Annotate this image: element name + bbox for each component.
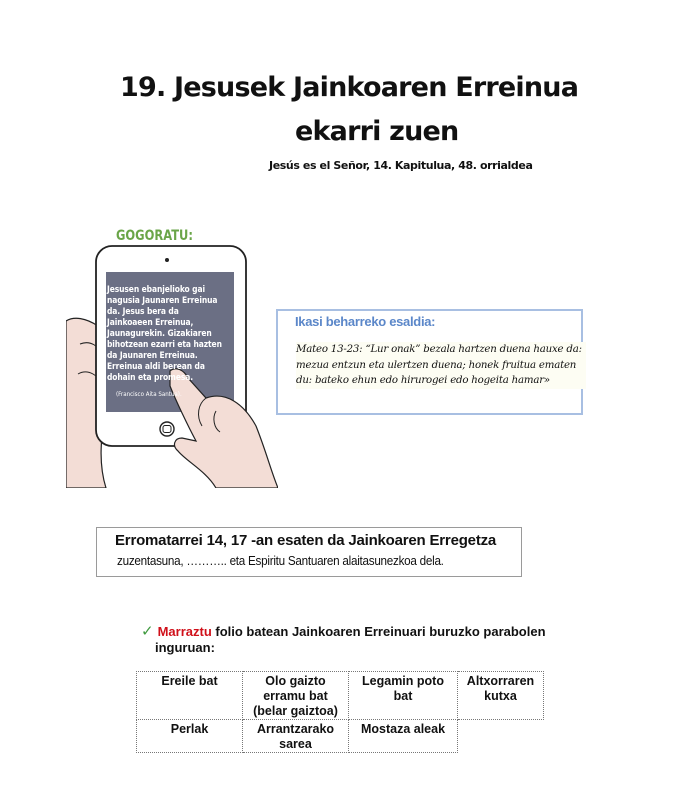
memory-verse-box <box>276 309 583 415</box>
table-cell: Altxorraren kutxa <box>458 672 544 720</box>
remember-label: GOGORATU: <box>116 228 193 244</box>
page-title-line-2: ekarri zuen <box>295 116 459 147</box>
parables-table <box>136 671 544 753</box>
table-row <box>137 672 544 720</box>
task-verb: Marraztu <box>157 624 212 639</box>
table-cell: Arrantzarako sarea <box>243 720 349 753</box>
drawing-task <box>141 624 561 656</box>
home-button-icon <box>160 422 174 436</box>
table-cell: Legamin poto bat <box>349 672 458 720</box>
romans-line-2: zuzentasuna, ……….. eta Espiritu Santuaren alaitasunezkoa dela. <box>117 553 444 568</box>
page-title-line-1: 19. Jesusek Jainkoaren Erreinua <box>120 72 579 103</box>
task-text-cont: inguruan: <box>155 640 215 655</box>
tablet-screen-text: Jesusen ebanjelioko gai nagusia Jaunaren Erreinua da. Jesus bera da Jainkoaeen Erreinua, Jaunagurekin. Gizakiaren bihotzean ezarri eta hazten da Jaunaren Erreinua. Erreinua aldi berean da dohain eta promesa. <box>107 284 222 382</box>
table-cell: Perlak <box>137 720 243 753</box>
memory-verse-title: Ikasi beharreko esaldia: <box>295 314 436 329</box>
romans-box <box>96 527 522 577</box>
tablet-screen-credit: (Francisco Aita Santua). <box>116 390 182 398</box>
camera-icon <box>165 258 169 262</box>
romans-line-1: Erromatarrei 14, 17 -an esaten da Jainkoaren Erregetza <box>115 532 497 549</box>
table-cell: Mostaza aleak <box>349 720 458 753</box>
memory-verse-text: Mateo 13-23: “Lur onak” bezala hartzen duena hauxe da: mezua entzun eta ulertzen duena; honek fruitua ematen du: bateko ehun edo hirurogei edo hogeita hamar» <box>296 342 586 389</box>
page-subtitle: Jesús es el Señor, 14. Kapitulua, 48. orrialdea <box>269 159 533 172</box>
checkmark-icon: ✓ <box>141 623 154 640</box>
task-text: folio batean Jainkoaren Erreinuari buruzko parabolen <box>215 624 546 639</box>
table-row <box>137 720 544 753</box>
table-cell-empty <box>458 720 544 753</box>
table-cell: Olo gaizto erramu bat (belar gaiztoa) <box>243 672 349 720</box>
table-cell: Ereile bat <box>137 672 243 720</box>
